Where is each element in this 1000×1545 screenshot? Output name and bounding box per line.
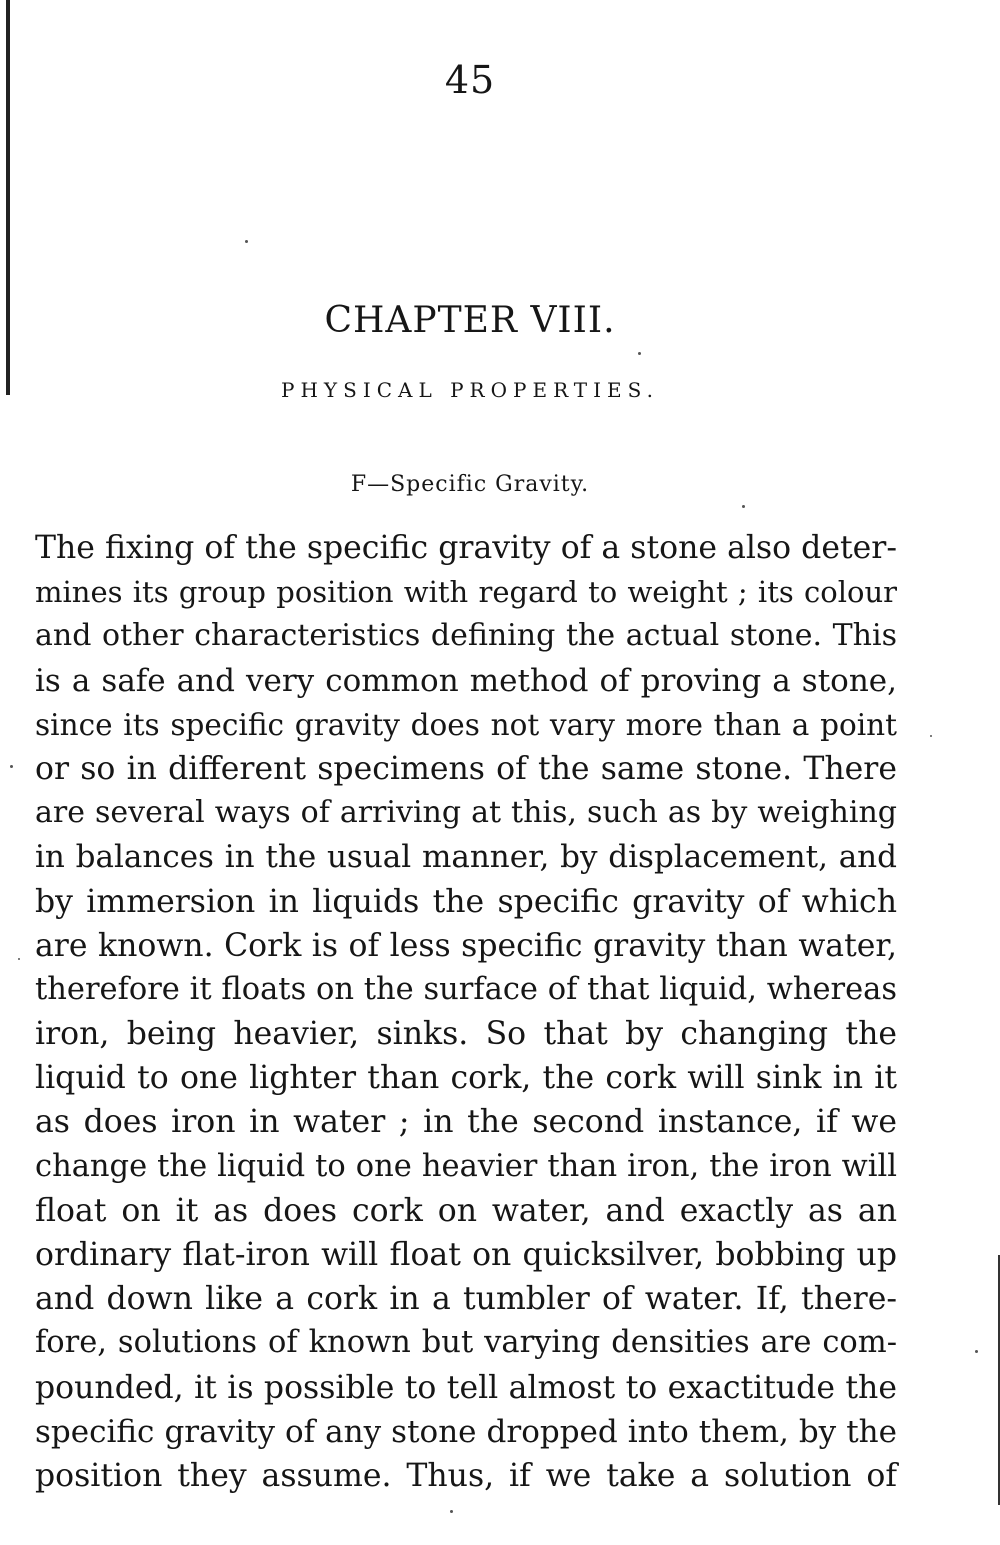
- text-line: are several ways of arriving at this, such as by weighing: [35, 795, 897, 831]
- text-line: liquid to one lighter than cork, the cork will sink in it: [35, 1060, 897, 1097]
- scan-speck: [638, 352, 641, 355]
- text-line: change the liquid to one heavier than iron, the iron will: [35, 1148, 897, 1184]
- scan-speck: [10, 765, 13, 768]
- scan-speck: [450, 1510, 453, 1513]
- scan-speck: [18, 958, 20, 960]
- text-line: by immersion in liquids the specific gravity of which: [35, 883, 897, 920]
- text-line: as does iron in water ; in the second instance, if we: [35, 1104, 897, 1141]
- chapter-title: CHAPTER VIII.: [324, 300, 616, 341]
- scan-speck: [930, 735, 932, 737]
- text-line: The fixing of the specific gravity of a stone also deter-: [35, 530, 897, 566]
- subsection-title: F—Specific Gravity.: [350, 472, 590, 497]
- text-line: specific gravity of any stone dropped into them, by the: [35, 1413, 897, 1450]
- text-line: pounded, it is possible to tell almost to exactitude the: [35, 1369, 897, 1406]
- text-line: are known. Cork is of less specific gravity than water,: [35, 927, 897, 964]
- page-number: 45: [444, 58, 496, 102]
- scan-speck: [245, 240, 248, 243]
- text-line: is a safe and very common method of proving a stone,: [35, 662, 897, 699]
- text-line: ordinary flat-iron will float on quicksilver, bobbing up: [35, 1237, 897, 1273]
- text-line: fore, solutions of known but varying densities are com-: [35, 1325, 897, 1361]
- text-line: mines its group position with regard to weight ; its colour: [35, 575, 897, 610]
- scan-speck: [975, 1350, 978, 1353]
- text-line: in balances in the usual manner, by displacement, and: [35, 839, 897, 876]
- text-line: therefore it floats on the surface of that liquid, whereas: [35, 971, 897, 1007]
- text-line: and other characteristics defining the actual stone. This: [35, 618, 897, 654]
- scan-speck: [742, 505, 745, 508]
- body-paragraph: [35, 526, 897, 1498]
- section-title: PHYSICAL PROPERTIES.: [281, 378, 659, 402]
- text-line: iron, being heavier, sinks. So that by changing the: [35, 1016, 897, 1053]
- text-line: since its specific gravity does not vary more than a point: [35, 707, 897, 742]
- text-line: position they assume. Thus, if we take a solution of: [35, 1457, 897, 1494]
- text-line: float on it as does cork on water, and exactly as an: [35, 1192, 897, 1229]
- text-line: or so in different specimens of the same stone. There: [35, 750, 897, 787]
- text-line: and down like a cork in a tumbler of water. If, there-: [35, 1281, 897, 1318]
